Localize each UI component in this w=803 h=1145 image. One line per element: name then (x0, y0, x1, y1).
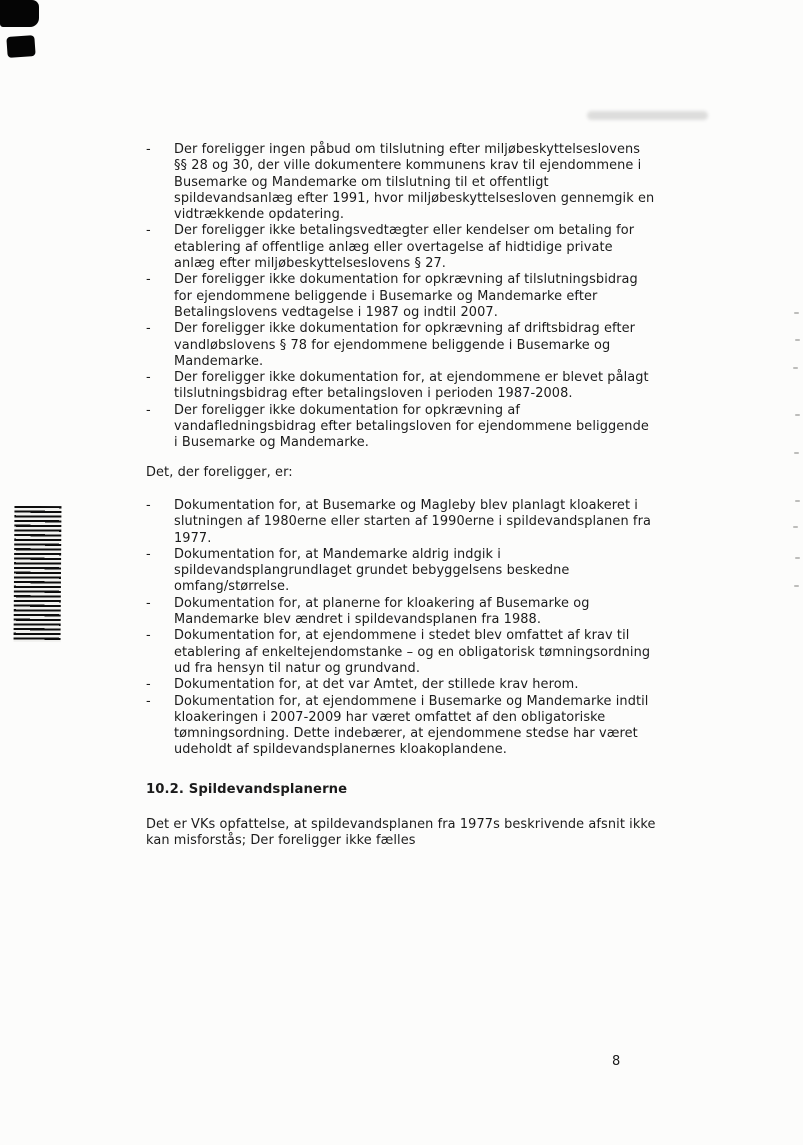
findings-present-list (146, 498, 656, 759)
list-item (146, 694, 656, 759)
list-item-text: Dokumentation for, at planerne for kloakering af Busemarke og Mandemarke blev ændret i spildevandsplanen fra 1988. (174, 595, 590, 628)
list-item-text: Der foreligger ikke dokumentation for opkrævning af vandafledningsbidrag efter betalingsloven for ejendommene beliggende i Busemarke og Mandemarke. (174, 402, 649, 451)
scan-speck (795, 414, 800, 416)
dash-bullet: - (146, 370, 151, 386)
list-item-text: Der foreligger ingen påbud om tilslutning efter miljøbeskyttelseslovens §§ 28 og 30, der ville dokumentere kommunens krav til ejendommene i Busemarke og Mandemarke om tilslutning til et offentligt spildevandsanlæg efter 1991, hvor miljøbeskyttelsesloven gennemgik en vidtrækkende opdatering. (174, 142, 655, 223)
scan-speck (793, 367, 798, 369)
list-item (146, 677, 656, 693)
list-item-text: Der foreligger ikke dokumentation for, at ejendommene er blevet pålagt tilslutningsbidrag efter betalingsloven i perioden 1987-2008. (174, 370, 649, 402)
scan-speck (794, 585, 799, 587)
findings-missing-list (146, 142, 656, 452)
list-item (146, 370, 656, 403)
section-heading: 10.2. Spildevandsplanerne (146, 781, 348, 797)
scan-speck (795, 500, 800, 502)
dash-bullet: - (146, 497, 151, 513)
list-item (146, 142, 656, 223)
list-item (146, 596, 656, 629)
scan-speck (793, 526, 798, 528)
scan-speck (794, 312, 799, 314)
scan-artifact-corner-blob-small (6, 35, 35, 58)
document-body (146, 142, 656, 850)
dash-bullet: - (146, 595, 151, 611)
scan-speck (794, 452, 799, 454)
scan-speck (795, 339, 800, 341)
list-item (146, 223, 656, 272)
list-item (146, 547, 656, 596)
dash-bullet: - (146, 546, 151, 562)
list-item (146, 403, 656, 452)
closing-paragraph: Det er VKs opfattelse, at spildevandsplanen fra 1977s beskrivende afsnit ikke kan misforstås; Der foreligger ikke fælles (146, 816, 656, 849)
dash-bullet: - (146, 223, 151, 239)
list-item-text: Dokumentation for, at Mandemarke aldrig indgik i spildevandsplangrundlaget grundet bebyggelsens beskedne omfang/størrelse. (174, 546, 570, 595)
list-item-text: Dokumentation for, at det var Amtet, der stillede krav herom. (174, 677, 579, 693)
dash-bullet: - (146, 628, 151, 644)
list-item (146, 498, 656, 547)
list-item-text: Der foreligger ikke dokumentation for opkrævning af driftsbidrag efter vandløbslovens § 78 for ejendommene beliggende i Busemarke og Mandemarke. (174, 321, 636, 369)
dash-bullet: - (146, 321, 151, 337)
dash-bullet: - (146, 402, 151, 418)
list-item (146, 628, 656, 677)
intro-line: Det, der foreligger, er: (146, 464, 293, 480)
scan-artifact-smudge (587, 111, 708, 120)
list-item-text: Dokumentation for, at ejendommene i stedet blev omfattet af krav til etablering af enkeltejendomstanke – og en obligatorisk tømningsordning ud fra hensyn til natur og grundvand. (174, 628, 651, 676)
list-item-text: Der foreligger ikke betalingsvedtægter eller kendelser om betaling for etablering af offentlige anlæg eller overtagelse af hidtidige private anlæg efter miljøbeskyttelseslovens § 27. (174, 223, 635, 272)
dash-bullet: - (146, 272, 151, 288)
list-item-text: Dokumentation for, at ejendommene i Busemarke og Mandemarke indtil kloakeringen i 2007-2009 har været omfattet af den obligatoriske tømningsordning. Dette indebærer, at ejendommene stedse har været udeholdt af spildevandsplanernes kloakoplandene. (174, 693, 649, 758)
list-item (146, 272, 656, 321)
dash-bullet: - (146, 142, 151, 157)
list-item (146, 321, 656, 370)
scan-speck (795, 557, 800, 559)
list-item-text: Der foreligger ikke dokumentation for opkrævning af tilslutningsbidrag for ejendommene beliggende i Busemarke og Mandemarke efter Betalingslovens vedtagelse i 1987 og indtil 2007. (174, 272, 638, 320)
page-number: 8 (612, 1054, 621, 1069)
scan-artifact-barcode-stripes (14, 506, 62, 642)
dash-bullet: - (146, 693, 151, 709)
list-item-text: Dokumentation for, at Busemarke og Magleby blev planlagt kloakeret i slutningen af 1980erne eller starten af 1990erne i spildevandsplanen fra 1977. (174, 497, 651, 546)
scan-artifact-corner-blob (0, 0, 39, 27)
dash-bullet: - (146, 677, 151, 693)
